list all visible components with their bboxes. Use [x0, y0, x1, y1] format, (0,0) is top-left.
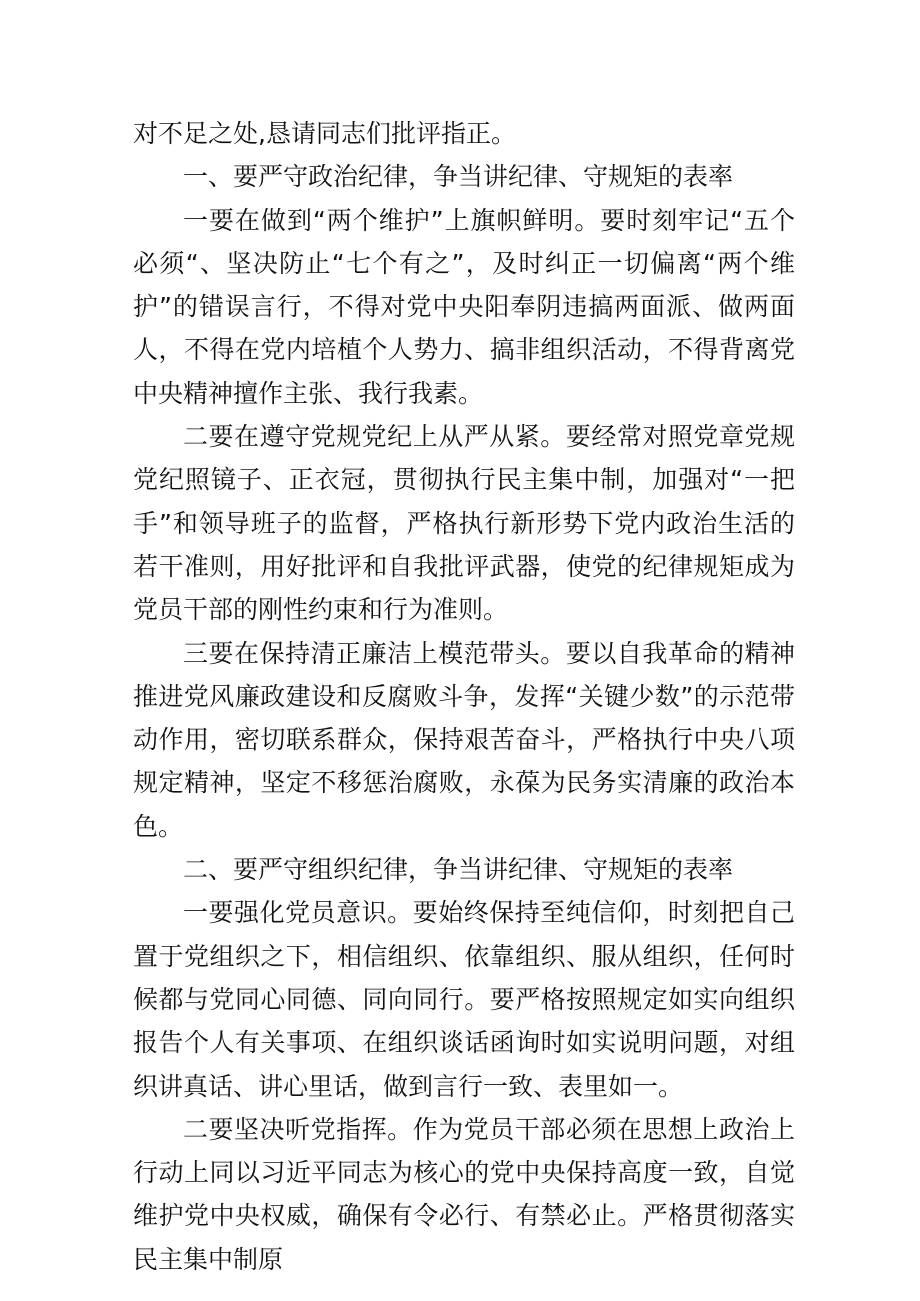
paragraph-party-awareness: 一要强化党员意识。要始终保持至纯信仰，时刻把自己置于党组织之下，相信组织、依靠组织、服从组织，任何时候都与党同心同德、同向同行。要严格按照规定如实向组织报告个人有关事项、在组织谈话函询时如实说明问题，对组织讲真话、讲心里话，做到言行一致、表里如一。: [133, 898, 795, 1101]
section-heading-political-discipline: 一、要严守政治纪律，争当讲纪律、守规矩的表率: [183, 162, 734, 192]
paragraph-follow-command: 二要坚决听党指挥。作为党员干部必须在思想上政治上行动上同以习近平同志为核心的党中央保持高度一致，自觉维护党中央权威，确保有令必行、有禁必止。严格贯彻落实民主集中制原: [133, 1114, 795, 1274]
section-heading-organizational-discipline: 二、要严守组织纪律，争当讲纪律、守规矩的表率: [183, 855, 734, 885]
document-body: [133, 112, 795, 1281]
paragraph-integrity: 三要在保持清正廉洁上模范带头。要以自我革命的精神推进党风廉政建设和反腐败斗争，发挥“关键少数”的示范带动作用，密切联系群众，保持艰苦奋斗，严格执行中央八项规定精神，坚定不移惩治腐败，永葆为民务实清廉的政治本色。: [133, 638, 795, 841]
paragraph-continuation: 对不足之处,恳请同志们批评指正。: [133, 119, 516, 148]
paragraph-two-safeguards: 一要在做到“两个维护”上旗帜鲜明。要时刻牢记“五个必须“、坚决防止“七个有之”，及时纠正一切偏离“两个维护”的错误言行，不得对党中央阳奉阴违搞两面派、做两面人，不得在党内培植个人势力、搞非组织活动，不得背离党中央精神擅作主张、我行我素。: [133, 205, 795, 408]
paragraph-party-rules: 二要在遵守党规党纪上从严从紧。要经常对照党章党规党纪照镜子、正衣冠，贯彻执行民主集中制，加强对“一把手”和领导班子的监督，严格执行新形势下党内政治生活的若干准则，用好批评和自我批评武器，使党的纪律规矩成为党员干部的刚性约束和行为准则。: [133, 422, 795, 625]
